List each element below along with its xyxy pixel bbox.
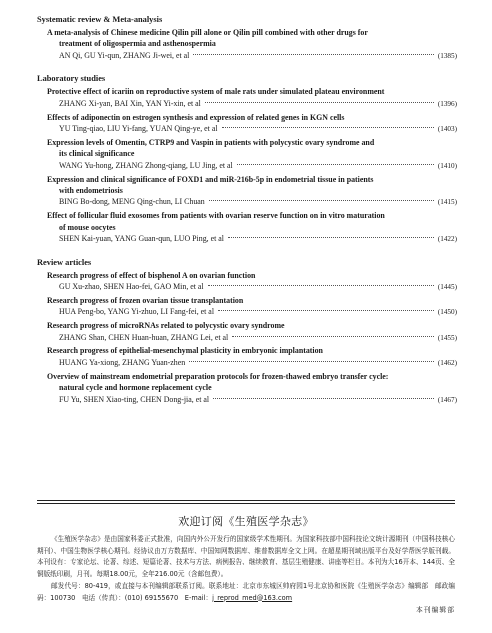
toc-entry[interactable] xyxy=(37,371,457,406)
toc-entry[interactable] xyxy=(37,210,457,245)
article-authors: YU Ting-qiao, LIU Yi-fang, YUAN Qing-ye, et al xyxy=(59,123,218,133)
dot-leader xyxy=(232,336,434,337)
article-title: Effect of follicular fluid exosomes from patients with ovarian reserve function on in vitro maturation xyxy=(47,211,385,221)
author-row xyxy=(37,233,457,245)
dot-leader xyxy=(222,127,434,128)
article-authors: HUANG Ya-xiong, ZHANG Yuan-zhen xyxy=(59,357,186,367)
dot-leader xyxy=(189,361,434,362)
toc-entry[interactable] xyxy=(37,270,457,294)
dot-leader xyxy=(193,54,434,55)
notice-paragraph-contact xyxy=(37,581,455,604)
author-row xyxy=(37,394,457,406)
author-row xyxy=(37,357,457,369)
section-heading: Systematic review & Meta-analysis xyxy=(37,15,163,24)
article-authors: WANG Yu-hong, ZHANG Zhong-qiang, LU Jing, et al xyxy=(59,160,233,170)
toc-entry[interactable] xyxy=(37,27,457,62)
article-title: Protective effect of icariin on reproductive system of male rats under simulated plateau environment xyxy=(47,87,385,97)
article-title: of mouse oocytes xyxy=(59,222,116,232)
author-row xyxy=(37,332,457,344)
page-number: (1445) xyxy=(437,282,457,291)
footer-editorial-office: 本刊编辑部 xyxy=(416,606,455,614)
dot-leader xyxy=(228,237,434,238)
page-number: (1385) xyxy=(437,51,457,60)
dot-leader xyxy=(205,102,434,103)
page-number: (1396) xyxy=(437,99,457,108)
page-number: (1450) xyxy=(437,308,457,317)
dot-leader xyxy=(209,200,434,201)
page-number: (1415) xyxy=(437,198,457,207)
author-row xyxy=(37,281,457,293)
author-row xyxy=(37,98,457,110)
article-title: treatment of oligospermia and asthenospermia xyxy=(59,39,216,49)
article-title: Research progress of effect of bisphenol A on ovarian function xyxy=(47,270,256,280)
toc-entry[interactable] xyxy=(37,86,457,110)
article-title: Effects of adiponectin on estrogen synthesis and expression of related genes in KGN cells xyxy=(47,112,345,122)
article-title: Research progress of microRNAs related to polycystic ovary syndrome xyxy=(47,321,285,331)
article-title: A meta-analysis of Chinese medicine Qilin pill alone or Qilin pill combined with other drugs for xyxy=(47,28,368,37)
toc-entry[interactable] xyxy=(37,320,457,344)
divider-bottom xyxy=(37,503,455,504)
dot-leader xyxy=(213,398,434,399)
toc-entry[interactable] xyxy=(37,112,457,136)
author-row xyxy=(37,306,457,318)
article-title: natural cycle and hormone replacement cycle xyxy=(59,383,212,393)
article-authors: BING Bo-dong, MENG Qing-chun, LI Chuan xyxy=(59,197,205,207)
toc-entry[interactable] xyxy=(37,137,457,172)
notice-title: 欢迎订阅《生殖医学杂志》 xyxy=(178,515,314,528)
article-authors: ZHANG Xi-yan, BAI Xin, YAN Yi-xin, et al xyxy=(59,98,201,108)
section-heading: Laboratory studies xyxy=(37,74,106,84)
page-number: (1455) xyxy=(437,333,457,342)
article-authors: AN Qi, GU Yi-qun, ZHANG Ji-wei, et al xyxy=(59,50,190,60)
article-title: with endometriosis xyxy=(59,185,123,195)
article-authors: FU Yu, SHEN Xiao-ting, CHEN Dong-jia, et al xyxy=(59,394,210,404)
toc-entry[interactable] xyxy=(37,345,457,369)
page-number: (1462) xyxy=(437,358,457,367)
section-heading: Review articles xyxy=(37,257,92,267)
article-title: Research progress of epithelial-mesenchymal plasticity in embryonic implantation xyxy=(47,346,323,356)
table-of-contents xyxy=(37,14,457,407)
notice-paragraph-intro: 《生殖医学杂志》是由国家科委正式批准，向国内外公开发行的国家级学术性期刊。为国家科技部中国科技论文统计源期刊（中国科技核心期刊）、中国生物医学核心期刊。经协议由万方数据库、中国知网数据库、维普数据库全文上网。在超星期刊域出版平台及好学帮医学版刊载。本刊设有：专家论坛、论著、综述、短篇论著、技术与方法、病例报告、继续教育、基层生殖健康、讲座等栏目。本刊为大16开本、144页、全铜版纸印刷，月刊。每期18.00元，全年216.00元（含邮包费）。 xyxy=(37,535,455,578)
page-number: (1410) xyxy=(437,161,457,170)
article-authors: SHEN Kai-yuan, YANG Guan-qun, LUO Ping, et al xyxy=(59,234,224,244)
divider-top xyxy=(37,500,455,501)
contact-text: 邮发代号：80-419，或直接与本刊编辑部联系订阅。联系地址：北京市东城区帅府园1号北京协和医院《生殖医学杂志》编辑部 邮政编码：100730 电话（传真）：(010) 69155670 E-mail： xyxy=(37,582,455,602)
page-number: (1403) xyxy=(437,124,457,133)
article-title: Research progress of frozen ovarian tissue transplantation xyxy=(47,295,244,305)
article-title: its clinical significance xyxy=(59,149,135,159)
author-row xyxy=(37,196,457,208)
author-row xyxy=(37,160,457,172)
article-authors: GU Xu-zhao, SHEN Hao-fei, GAO Min, et al xyxy=(59,281,204,291)
subscription-notice xyxy=(37,514,455,604)
dot-leader xyxy=(208,285,434,286)
article-title: Overview of mainstream endometrial preparation protocols for frozen-thawed embryo transfer cycle: xyxy=(47,371,389,381)
page-number: (1422) xyxy=(437,235,457,244)
toc-entry[interactable] xyxy=(37,174,457,209)
dot-leader xyxy=(218,310,434,311)
author-row xyxy=(37,50,457,62)
article-title: Expression levels of Omentin, CTRP9 and Vaspin in patients with polycystic ovary syndrome and xyxy=(47,137,375,147)
page-number: (1467) xyxy=(437,395,457,404)
dot-leader xyxy=(237,164,434,165)
article-authors: ZHANG Shan, CHEN Huan-huan, ZHANG Lei, et al xyxy=(59,332,229,342)
article-authors: HUA Peng-bo, YANG Yi-zhuo, LI Fang-fei, et al xyxy=(59,307,215,317)
author-row xyxy=(37,123,457,135)
article-title: Expression and clinical significance of FOXD1 and miR-216b-5p in endometrial tissue in patients xyxy=(47,174,374,184)
email-link[interactable]: j_reprod_med@163.com xyxy=(212,593,293,602)
toc-entry[interactable] xyxy=(37,295,457,319)
